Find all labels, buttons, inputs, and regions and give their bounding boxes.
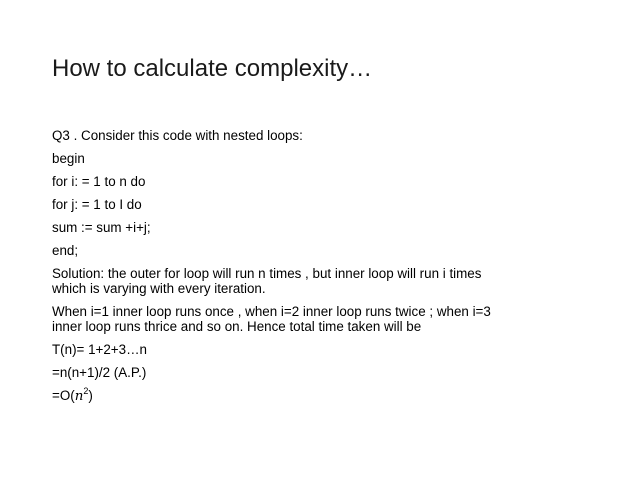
solution-paragraph [52, 266, 592, 296]
result-variable: n [74, 389, 84, 404]
code-line-begin: begin [52, 151, 85, 166]
slide-title: How to calculate complexity… [52, 55, 373, 82]
explanation-paragraph [52, 304, 592, 334]
result-line [52, 388, 592, 404]
solution-line: Solution: the outer for loop will run n times , but inner loop will run i times [52, 266, 482, 281]
explanation-line: inner loop runs thrice and so on. Hence total time taken will be [52, 319, 422, 334]
code-line-inner-loop: for j: = 1 to I do [52, 197, 142, 212]
result-suffix: ) [88, 388, 93, 403]
result-exponent: 2 [83, 386, 89, 396]
code-line-sum: sum := sum +i+j; [52, 220, 151, 235]
derivation-line: T(n)= 1+2+3…n [52, 342, 147, 357]
solution-line: which is varying with every iteration. [52, 281, 266, 296]
question-line: Q3 . Consider this code with nested loops: [52, 128, 303, 143]
result-prefix: =O( [52, 388, 75, 403]
code-line-end: end; [52, 243, 79, 258]
derivation-line: =n(n+1)/2 (A.P.) [52, 365, 147, 380]
code-line-outer-loop: for i: = 1 to n do [52, 174, 146, 189]
slide-body [52, 128, 592, 412]
explanation-line: When i=1 inner loop runs once , when i=2 inner loop runs twice ; when i=3 [52, 304, 491, 319]
